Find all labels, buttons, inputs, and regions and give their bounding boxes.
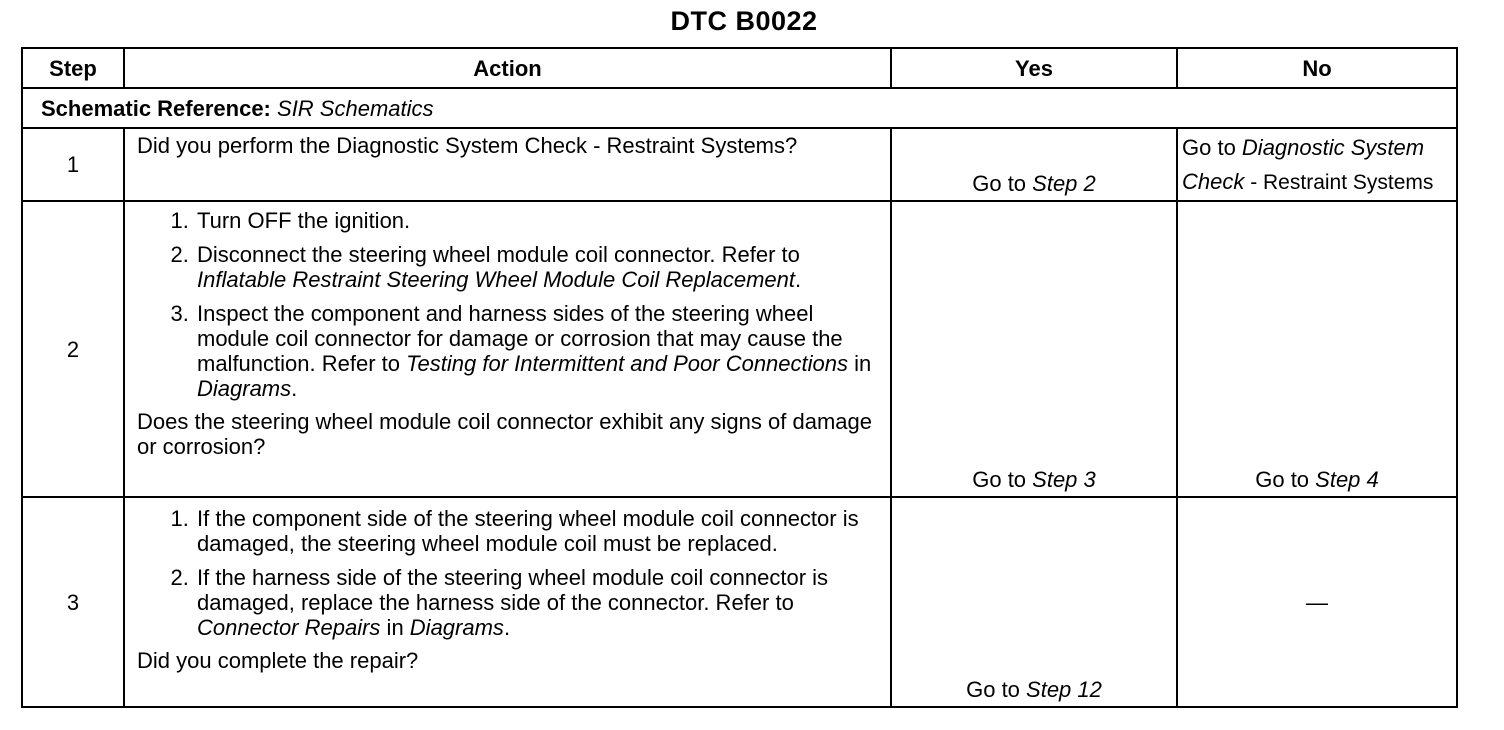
- step-link[interactable]: Step 12: [1026, 677, 1102, 702]
- action-cell: [124, 497, 891, 707]
- action-cell: [124, 201, 891, 497]
- yes-result: Go to Step 3: [891, 201, 1177, 497]
- step-number: 1: [22, 128, 124, 201]
- action-list: [137, 506, 882, 640]
- step-number: 2: [22, 201, 124, 497]
- action-question: Did you complete the repair?: [137, 648, 419, 673]
- step-number: 3: [22, 497, 124, 707]
- list-item: 1. Turn OFF the ignition.: [195, 208, 882, 233]
- schematic-row: [22, 88, 1457, 128]
- no-result: Go to Step 4: [1177, 201, 1457, 497]
- header-no: No: [1177, 48, 1457, 88]
- step-link[interactable]: Step 4: [1315, 467, 1379, 492]
- step-link[interactable]: Step 3: [1032, 467, 1096, 492]
- header-yes: Yes: [891, 48, 1177, 88]
- header-step: Step: [22, 48, 124, 88]
- yes-result: Go to Step 12: [891, 497, 1177, 707]
- list-item: 1. If the component side of the steering wheel module coil connector is damaged, the steering wheel module coil must be replaced.: [195, 506, 882, 556]
- table-row: [22, 201, 1457, 497]
- reference-link[interactable]: Diagrams: [409, 615, 504, 640]
- table-row: [22, 497, 1457, 707]
- schematic-label: Schematic Reference:: [41, 95, 271, 121]
- action-question: Did you perform the Diagnostic System Check - Restraint Systems?: [124, 128, 891, 201]
- reference-link[interactable]: Testing for Intermittent and Poor Connections: [406, 351, 848, 376]
- document-title: DTC B0022: [670, 6, 818, 36]
- schematic-link[interactable]: SIR Schematics: [277, 95, 434, 121]
- header-action: Action: [124, 48, 891, 88]
- reference-link[interactable]: Connector Repairs: [197, 615, 381, 640]
- diagnostic-table: [21, 47, 1458, 708]
- reference-link[interactable]: Diagrams: [197, 376, 292, 401]
- no-result: Go to Diagnostic System Check - Restraint Systems: [1177, 128, 1457, 201]
- table-row: [22, 128, 1457, 201]
- yes-result: Go to Step 2: [891, 128, 1177, 201]
- step-link[interactable]: Step 2: [1032, 171, 1096, 196]
- diagnostic-check-link[interactable]: Diagnostic System Check: [1182, 135, 1425, 194]
- list-item: 3. Inspect the component and harness sides of the steering wheel module coil connector for damage or corrosion that may cause the malfunction. Refer to Testing for Intermittent and Poor Connections in Diagrams.: [195, 301, 882, 401]
- schematic-reference: [22, 88, 1457, 128]
- action-question: Does the steering wheel module coil connector exhibit any signs of damage or corrosion?: [137, 409, 872, 459]
- list-item: 2. If the harness side of the steering wheel module coil connector is damaged, replace the harness side of the connector. Refer to Connector Repairs in Diagrams.: [195, 565, 882, 640]
- no-result: —: [1177, 497, 1457, 707]
- list-item: 2. Disconnect the steering wheel module coil connector. Refer to Inflatable Restraint Steering Wheel Module Coil Replacement.: [195, 242, 882, 292]
- header-row: [22, 48, 1457, 88]
- action-list: [137, 208, 882, 401]
- reference-link[interactable]: Inflatable Restraint Steering Wheel Module Coil Replacement: [197, 267, 795, 292]
